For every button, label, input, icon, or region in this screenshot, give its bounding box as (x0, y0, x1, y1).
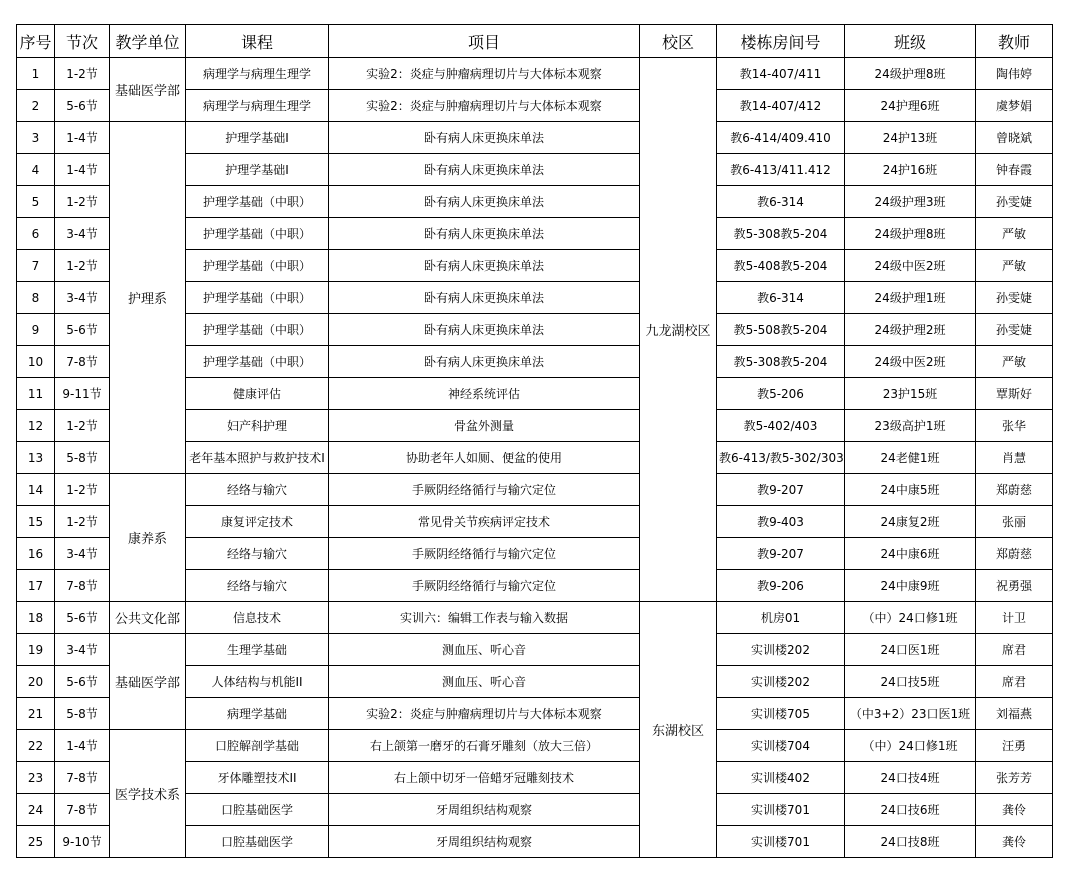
cell-class: 23护15班 (845, 378, 976, 410)
cell-period: 1-2节 (55, 506, 110, 538)
cell-course: 病理学与病理生理学 (186, 90, 329, 122)
cell-room: 教5-206 (717, 378, 845, 410)
header-unit: 教学单位 (110, 25, 186, 58)
cell-project: 卧有病人床更换床单法 (329, 154, 640, 186)
cell-teacher: 肖慧 (976, 442, 1053, 474)
cell-teacher: 虞梦娟 (976, 90, 1053, 122)
cell-course: 病理学与病理生理学 (186, 58, 329, 90)
cell-teacher: 严敏 (976, 346, 1053, 378)
cell-class: 24级护理1班 (845, 282, 976, 314)
cell-no: 20 (17, 666, 55, 698)
cell-room: 教9-207 (717, 538, 845, 570)
cell-room: 教14-407/412 (717, 90, 845, 122)
cell-no: 1 (17, 58, 55, 90)
cell-class: 24老健1班 (845, 442, 976, 474)
cell-room: 实训楼202 (717, 666, 845, 698)
cell-teacher: 张芳芳 (976, 762, 1053, 794)
cell-no: 3 (17, 122, 55, 154)
cell-class: 24口技5班 (845, 666, 976, 698)
cell-course: 护理学基础（中职） (186, 282, 329, 314)
cell-class: 23级高护1班 (845, 410, 976, 442)
schedule-table (16, 24, 1053, 858)
cell-room: 教5-408教5-204 (717, 250, 845, 282)
cell-teaching-unit: 康养系 (110, 474, 186, 602)
cell-room: 教9-207 (717, 474, 845, 506)
cell-period: 1-4节 (55, 154, 110, 186)
cell-teacher: 汪勇 (976, 730, 1053, 762)
cell-room: 教6-314 (717, 186, 845, 218)
cell-room: 实训楼402 (717, 762, 845, 794)
cell-teacher: 郑蔚慈 (976, 474, 1053, 506)
cell-class: 24口技8班 (845, 826, 976, 858)
table-body (17, 58, 1053, 858)
cell-project: 卧有病人床更换床单法 (329, 346, 640, 378)
cell-class: （中）24口修1班 (845, 602, 976, 634)
cell-course: 护理学基础（中职） (186, 314, 329, 346)
header-row (17, 25, 1053, 58)
cell-room: 教6-413/411.412 (717, 154, 845, 186)
cell-teacher: 钟春霞 (976, 154, 1053, 186)
cell-period: 1-2节 (55, 474, 110, 506)
cell-course: 康复评定技术 (186, 506, 329, 538)
cell-class: 24护理6班 (845, 90, 976, 122)
cell-class: 24护16班 (845, 154, 976, 186)
cell-teacher: 孙雯婕 (976, 314, 1053, 346)
cell-room: 教9-403 (717, 506, 845, 538)
cell-course: 人体结构与机能II (186, 666, 329, 698)
cell-period: 9-11节 (55, 378, 110, 410)
cell-period: 1-2节 (55, 410, 110, 442)
cell-class: 24级护理8班 (845, 218, 976, 250)
cell-period: 5-8节 (55, 442, 110, 474)
cell-course: 信息技术 (186, 602, 329, 634)
cell-class: 24康复2班 (845, 506, 976, 538)
cell-no: 25 (17, 826, 55, 858)
cell-course: 护理学基础（中职） (186, 346, 329, 378)
cell-course: 牙体雕塑技术II (186, 762, 329, 794)
cell-course: 经络与输穴 (186, 570, 329, 602)
header-project: 项目 (329, 25, 640, 58)
cell-campus: 东湖校区 (640, 602, 717, 858)
cell-class: （中）24口修1班 (845, 730, 976, 762)
header-room: 楼栋房间号 (717, 25, 845, 58)
cell-class: 24口医1班 (845, 634, 976, 666)
cell-no: 7 (17, 250, 55, 282)
cell-project: 骨盆外测量 (329, 410, 640, 442)
cell-teaching-unit: 基础医学部 (110, 634, 186, 730)
cell-project: 卧有病人床更换床单法 (329, 218, 640, 250)
cell-teacher: 席君 (976, 634, 1053, 666)
cell-no: 13 (17, 442, 55, 474)
cell-no: 14 (17, 474, 55, 506)
cell-room: 教6-413/教5-302/303 (717, 442, 845, 474)
cell-period: 5-6节 (55, 90, 110, 122)
cell-project: 牙周组织结构观察 (329, 794, 640, 826)
cell-class: 24级中医2班 (845, 250, 976, 282)
cell-course: 经络与输穴 (186, 474, 329, 506)
cell-course: 口腔基础医学 (186, 794, 329, 826)
cell-no: 21 (17, 698, 55, 730)
cell-no: 22 (17, 730, 55, 762)
cell-campus: 九龙湖校区 (640, 58, 717, 602)
cell-teacher: 郑蔚慈 (976, 538, 1053, 570)
header-teacher: 教师 (976, 25, 1053, 58)
cell-period: 1-4节 (55, 122, 110, 154)
cell-teacher: 张华 (976, 410, 1053, 442)
cell-teacher: 席君 (976, 666, 1053, 698)
cell-project: 实验2：炎症与肿瘤病理切片与大体标本观察 (329, 698, 640, 730)
cell-teacher: 严敏 (976, 218, 1053, 250)
cell-project: 右上颌第一磨牙的石膏牙雕刻（放大三倍） (329, 730, 640, 762)
cell-project: 测血压、听心音 (329, 666, 640, 698)
cell-project: 卧有病人床更换床单法 (329, 314, 640, 346)
cell-teacher: 祝勇强 (976, 570, 1053, 602)
cell-course: 健康评估 (186, 378, 329, 410)
cell-no: 11 (17, 378, 55, 410)
table-row (17, 602, 1053, 634)
cell-no: 19 (17, 634, 55, 666)
header-no: 序号 (17, 25, 55, 58)
cell-no: 12 (17, 410, 55, 442)
cell-class: 24级护理8班 (845, 58, 976, 90)
cell-class: 24口技6班 (845, 794, 976, 826)
cell-project: 常见骨关节疾病评定技术 (329, 506, 640, 538)
cell-project: 实验2：炎症与肿瘤病理切片与大体标本观察 (329, 90, 640, 122)
cell-no: 5 (17, 186, 55, 218)
cell-period: 3-4节 (55, 538, 110, 570)
cell-course: 护理学基础I (186, 154, 329, 186)
table-row (17, 634, 1053, 666)
cell-no: 9 (17, 314, 55, 346)
cell-period: 5-6节 (55, 666, 110, 698)
cell-no: 24 (17, 794, 55, 826)
cell-period: 9-10节 (55, 826, 110, 858)
cell-period: 7-8节 (55, 346, 110, 378)
cell-project: 右上颌中切牙一倍蜡牙冠雕刻技术 (329, 762, 640, 794)
cell-teacher: 张丽 (976, 506, 1053, 538)
cell-teacher: 陶伟婷 (976, 58, 1053, 90)
cell-project: 测血压、听心音 (329, 634, 640, 666)
cell-class: 24级护理3班 (845, 186, 976, 218)
cell-room: 机房01 (717, 602, 845, 634)
cell-no: 17 (17, 570, 55, 602)
cell-no: 23 (17, 762, 55, 794)
cell-project: 手厥阴经络循行与输穴定位 (329, 538, 640, 570)
cell-no: 15 (17, 506, 55, 538)
cell-class: 24级中医2班 (845, 346, 976, 378)
cell-project: 卧有病人床更换床单法 (329, 282, 640, 314)
cell-course: 护理学基础（中职） (186, 250, 329, 282)
cell-room: 教9-206 (717, 570, 845, 602)
cell-teacher: 计卫 (976, 602, 1053, 634)
cell-room: 教5-508教5-204 (717, 314, 845, 346)
cell-project: 协助老年人如厕、便盆的使用 (329, 442, 640, 474)
cell-period: 7-8节 (55, 570, 110, 602)
cell-class: （中3+2）23口医1班 (845, 698, 976, 730)
cell-course: 口腔基础医学 (186, 826, 329, 858)
cell-no: 10 (17, 346, 55, 378)
cell-course: 护理学基础（中职） (186, 218, 329, 250)
cell-project: 手厥阴经络循行与输穴定位 (329, 474, 640, 506)
cell-room: 实训楼705 (717, 698, 845, 730)
cell-period: 1-2节 (55, 58, 110, 90)
cell-no: 6 (17, 218, 55, 250)
cell-period: 5-6节 (55, 602, 110, 634)
header-campus: 校区 (640, 25, 717, 58)
header-class: 班级 (845, 25, 976, 58)
cell-project: 实验2：炎症与肿瘤病理切片与大体标本观察 (329, 58, 640, 90)
cell-class: 24中康9班 (845, 570, 976, 602)
cell-project: 卧有病人床更换床单法 (329, 250, 640, 282)
table-row (17, 730, 1053, 762)
cell-course: 妇产科护理 (186, 410, 329, 442)
cell-project: 手厥阴经络循行与输穴定位 (329, 570, 640, 602)
cell-teaching-unit: 医学技术系 (110, 730, 186, 858)
cell-course: 生理学基础 (186, 634, 329, 666)
cell-class: 24口技4班 (845, 762, 976, 794)
cell-teacher: 曾晓斌 (976, 122, 1053, 154)
cell-room: 教6-314 (717, 282, 845, 314)
cell-period: 3-4节 (55, 218, 110, 250)
cell-no: 8 (17, 282, 55, 314)
cell-no: 4 (17, 154, 55, 186)
cell-period: 3-4节 (55, 282, 110, 314)
cell-room: 教5-402/403 (717, 410, 845, 442)
cell-no: 16 (17, 538, 55, 570)
cell-class: 24护13班 (845, 122, 976, 154)
cell-period: 1-2节 (55, 250, 110, 282)
cell-room: 实训楼704 (717, 730, 845, 762)
cell-teacher: 严敏 (976, 250, 1053, 282)
cell-room: 教5-308教5-204 (717, 346, 845, 378)
cell-room: 实训楼202 (717, 634, 845, 666)
cell-teacher: 龚伶 (976, 794, 1053, 826)
cell-project: 神经系统评估 (329, 378, 640, 410)
table-row (17, 474, 1053, 506)
cell-teaching-unit: 基础医学部 (110, 58, 186, 122)
cell-course: 老年基本照护与救护技术I (186, 442, 329, 474)
cell-teaching-unit: 护理系 (110, 122, 186, 474)
header-course: 课程 (186, 25, 329, 58)
cell-room: 教6-414/409.410 (717, 122, 845, 154)
cell-period: 1-2节 (55, 186, 110, 218)
cell-period: 5-6节 (55, 314, 110, 346)
table-row (17, 122, 1053, 154)
cell-project: 卧有病人床更换床单法 (329, 186, 640, 218)
cell-class: 24中康5班 (845, 474, 976, 506)
cell-teacher: 刘福燕 (976, 698, 1053, 730)
cell-period: 7-8节 (55, 794, 110, 826)
cell-project: 实训六：编辑工作表与输入数据 (329, 602, 640, 634)
cell-room: 教5-308教5-204 (717, 218, 845, 250)
cell-course: 护理学基础I (186, 122, 329, 154)
cell-no: 18 (17, 602, 55, 634)
cell-period: 7-8节 (55, 762, 110, 794)
cell-course: 口腔解剖学基础 (186, 730, 329, 762)
cell-period: 5-8节 (55, 698, 110, 730)
header-period: 节次 (55, 25, 110, 58)
cell-teacher: 孙雯婕 (976, 186, 1053, 218)
cell-class: 24级护理2班 (845, 314, 976, 346)
cell-teacher: 孙雯婕 (976, 282, 1053, 314)
cell-course: 经络与输穴 (186, 538, 329, 570)
cell-project: 卧有病人床更换床单法 (329, 122, 640, 154)
cell-period: 3-4节 (55, 634, 110, 666)
cell-project: 牙周组织结构观察 (329, 826, 640, 858)
cell-room: 实训楼701 (717, 794, 845, 826)
cell-teacher: 龚伶 (976, 826, 1053, 858)
cell-period: 1-4节 (55, 730, 110, 762)
cell-teaching-unit: 公共文化部 (110, 602, 186, 634)
cell-course: 病理学基础 (186, 698, 329, 730)
table-row (17, 58, 1053, 90)
cell-room: 教14-407/411 (717, 58, 845, 90)
cell-course: 护理学基础（中职） (186, 186, 329, 218)
cell-teacher: 覃斯好 (976, 378, 1053, 410)
cell-no: 2 (17, 90, 55, 122)
cell-class: 24中康6班 (845, 538, 976, 570)
cell-room: 实训楼701 (717, 826, 845, 858)
